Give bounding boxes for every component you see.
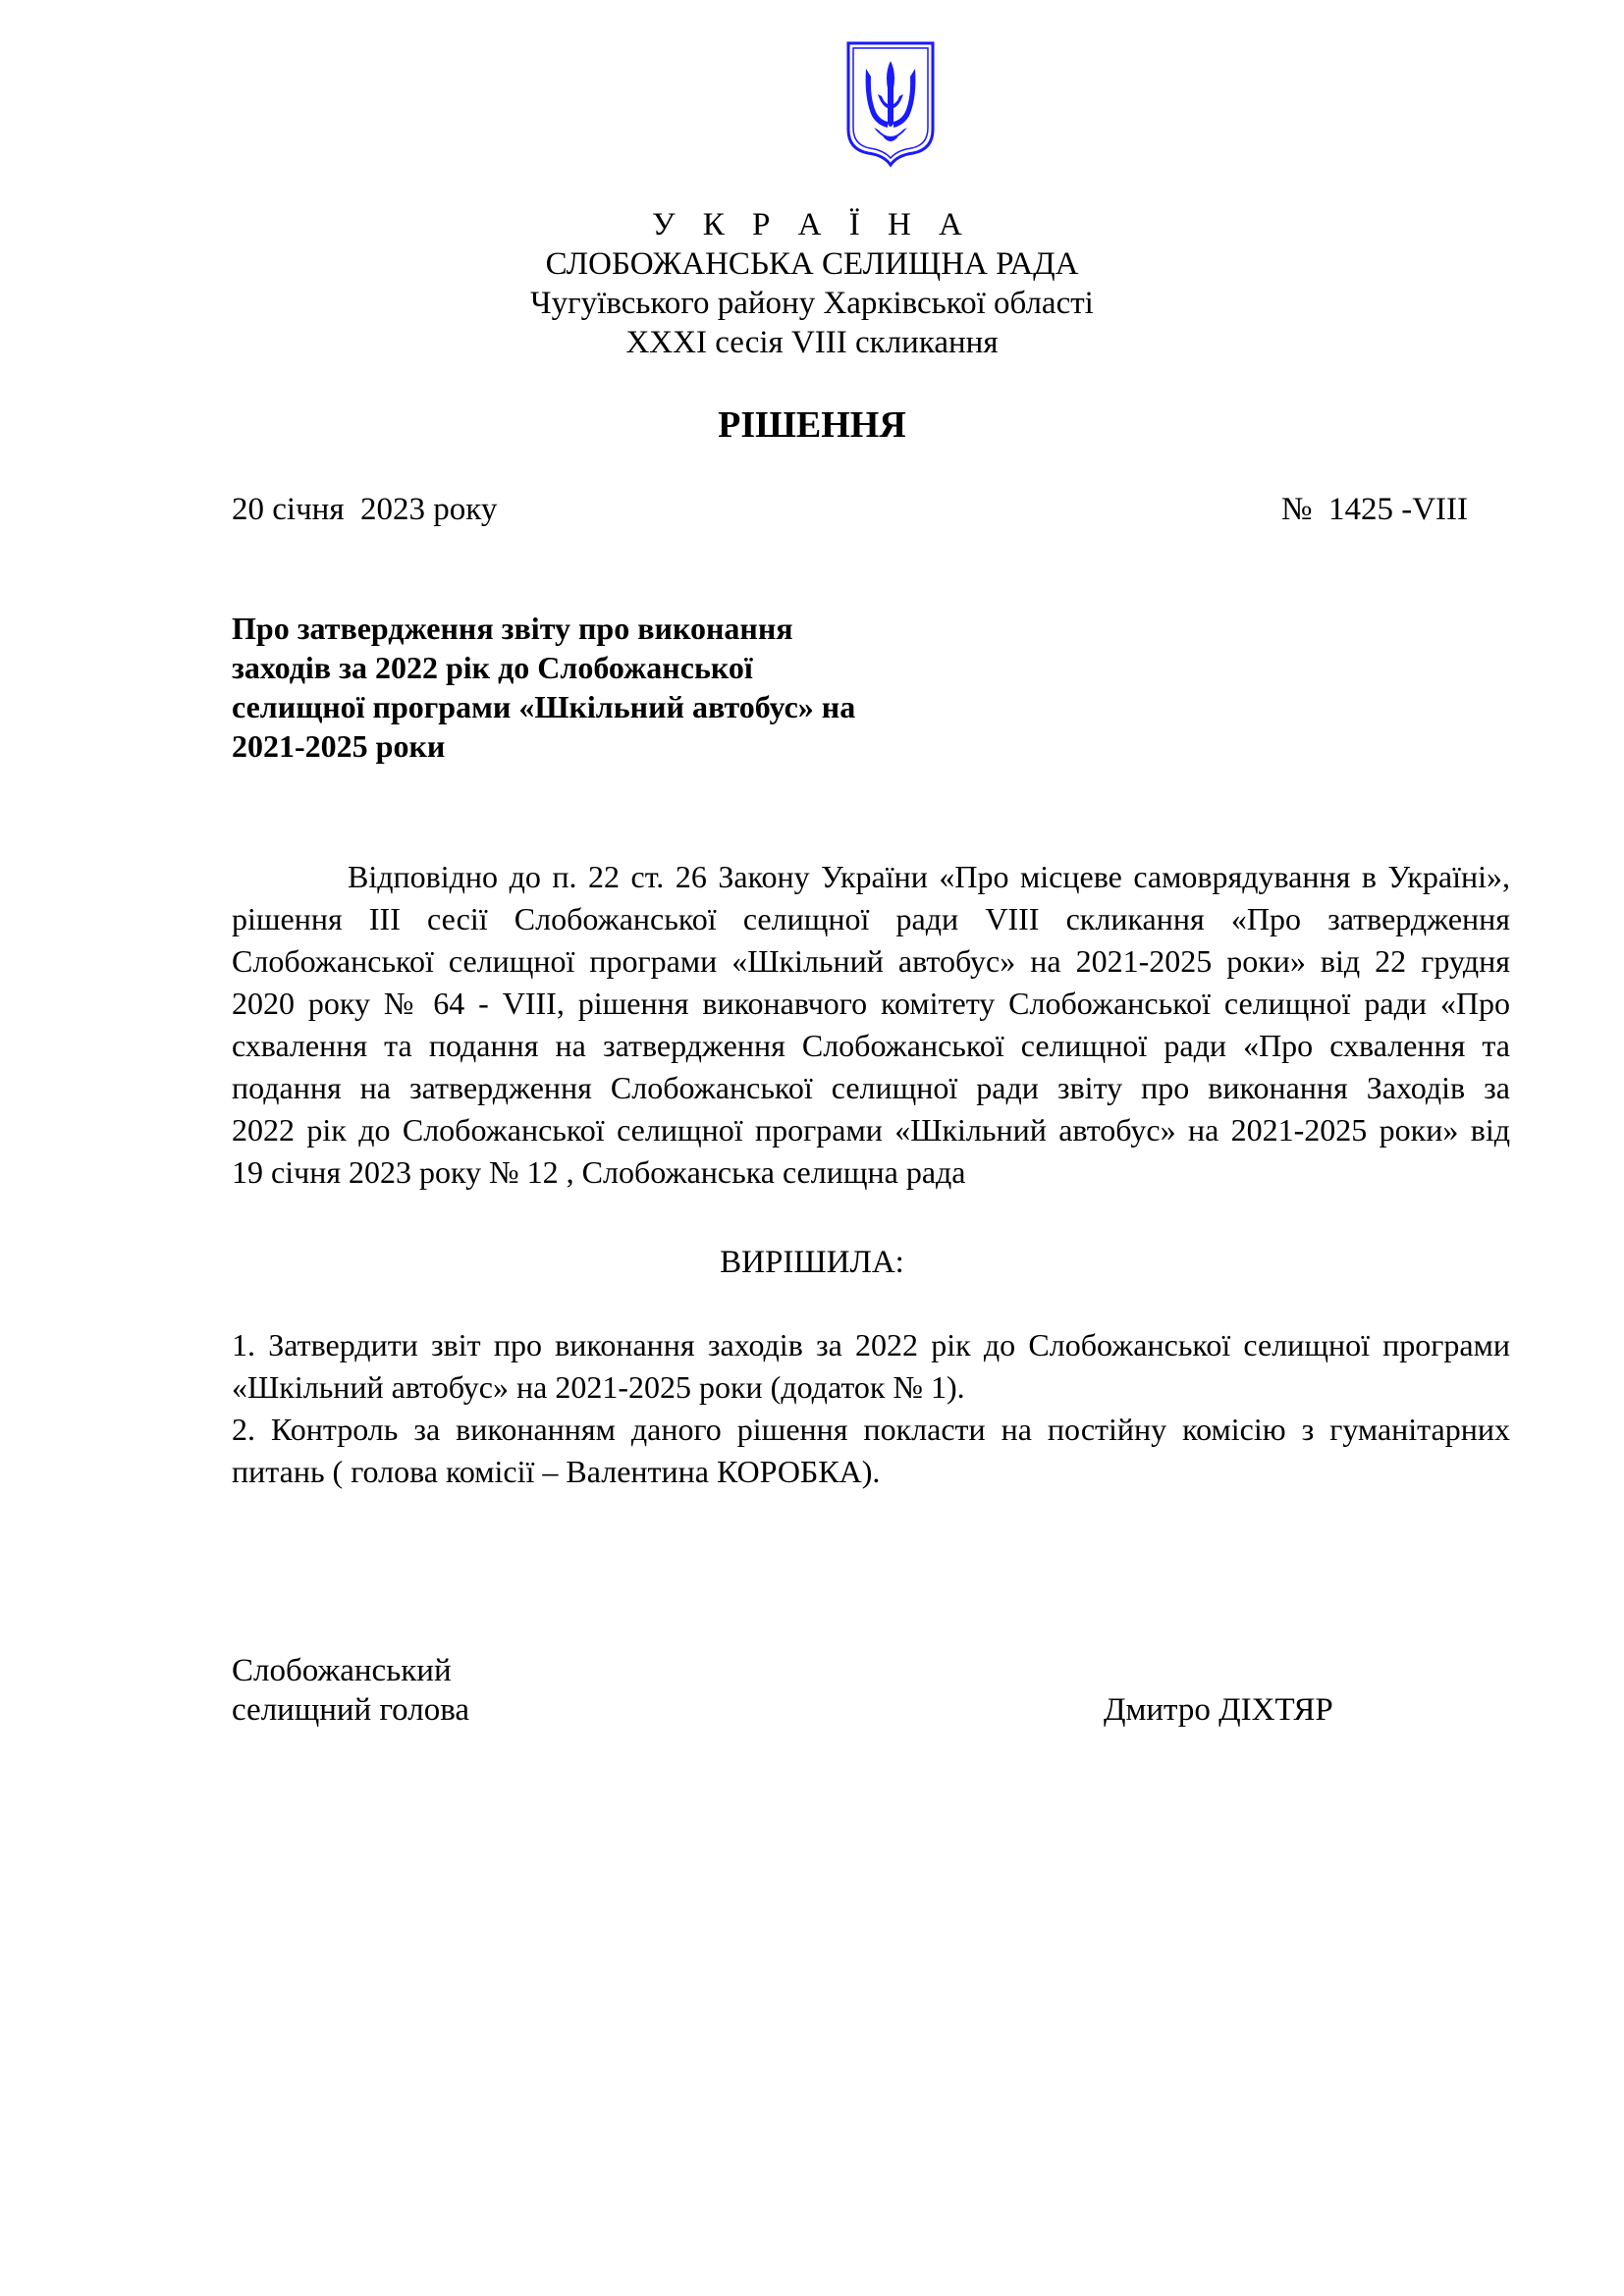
header-council: СЛОБОЖАНСЬКА СЕЛИЩНА РАДА: [545, 246, 1079, 282]
preamble-line: 2022 рік до Слобожанської селищної програми «Шкільний автобус» на 2021-2025 роки» від: [232, 1112, 1510, 1148]
decision-item-line: 1. Затвердити звіт про виконання заходів за 2022 рік до Слобожанської селищної програми: [232, 1327, 1510, 1362]
document-subject: [232, 609, 939, 766]
decision-item-line: 2. Контроль за виконанням даного рішення покласти на постійну комісію з гуманітарних: [232, 1412, 1510, 1447]
subject-line: заходів за 2022 рік до Слобожанської: [232, 650, 753, 685]
signatory-position-line: селищний голова: [232, 1692, 470, 1728]
signatory-position: [232, 1651, 469, 1730]
subject-line: Про затвердження звіту про виконання: [232, 611, 793, 646]
document-date: 20 січня 2023 року: [232, 492, 498, 527]
subject-line: 2021-2025 роки: [232, 728, 446, 764]
preamble-paragraph: [232, 856, 1510, 1194]
signatory-name: Дмитро ДІХТЯР: [1104, 1692, 1333, 1728]
preamble-line: Відповідно до п. 22 ст. 26 Закону України «Про місцеве самоврядування в Україні»,: [348, 859, 1510, 894]
signatory-position-line: Слобожанський: [232, 1653, 452, 1688]
resolved-heading: ВИРІШИЛА:: [720, 1245, 904, 1280]
decision-item-line: питань ( голова комісії – Валентина КОРОБКА).: [232, 1454, 881, 1489]
header-session: XXXI сесія VIII скликання: [625, 325, 999, 360]
document-type-title: РІШЕННЯ: [718, 404, 906, 446]
preamble-line: подання на затвердження Слобожанської селищної ради звіту про виконання Заходів за: [232, 1070, 1510, 1105]
subject-line: селищної програми «Шкільний автобус» на: [232, 689, 856, 724]
decision-items: [232, 1324, 1510, 1493]
preamble-line: схвалення та подання на затвердження Слобожанської селищної ради «Про схвалення та: [232, 1028, 1510, 1063]
header-country: У К Р А Ї Н А: [652, 207, 972, 242]
preamble-line: 19 січня 2023 року № 12 , Слобожанська селищна рада: [232, 1154, 966, 1190]
coat-of-arms-icon: [844, 39, 937, 169]
decision-item-line: «Шкільний автобус» на 2021-2025 роки (додаток № 1).: [232, 1369, 965, 1405]
header-district: Чугуївського району Харківської області: [530, 286, 1094, 321]
preamble-line: рішення III сесії Слобожанської селищної ради VIII скликання «Про затвердження: [232, 901, 1510, 936]
document-number: № 1425 -VIII: [1281, 492, 1469, 527]
preamble-line: 2020 року № 64 - VIII, рішення виконавчого комітету Слобожанської селищної ради «Про: [232, 986, 1510, 1021]
preamble-line: Слобожанської селищної програми «Шкільний автобус» на 2021-2025 роки» від 22 грудня: [232, 943, 1510, 979]
